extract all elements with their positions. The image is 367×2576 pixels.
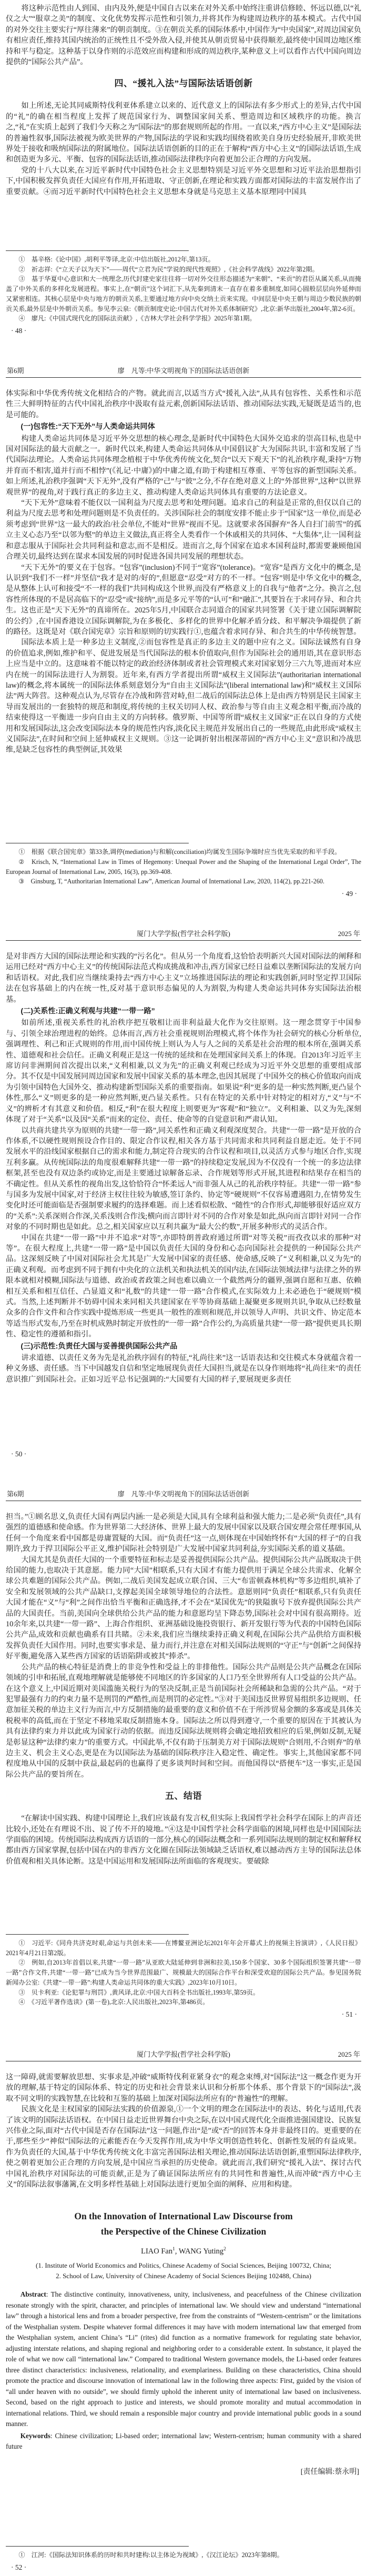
footnote: ① 江河:《国际法知识体系的历时和共时建构:以主体论为视域》,《汉江论坛》2023年第8期。 [18, 2551, 283, 2559]
issue-label: 第6期 [7, 1490, 24, 1498]
page-number: · 52 · [11, 2563, 27, 2571]
abstract-label: Abstract [20, 2290, 46, 2299]
author-1-affiliation-mark: 1 [172, 2247, 175, 2252]
footnote: ② 例如,自2013年首倡以来,共建“一带一路”从亚欧大陆延伸到非洲和拉美,150多个国家、30多个国际组织签署共建“一带一路”合作文件,共建“一带一路”已成为当今世界范围最广、规模最大的国际合作平台和深受欢迎的国际公共产品。参见国务院新闻办公室:《共建“一带一路”:构建人类命运共同体的重大实践》,2023年10月10日。 [6, 1959, 361, 1986]
affiliation-line2: 2. School of Law, University of Chinese Academy of Social Sciences Beijing 102488, China) [56, 2271, 311, 2280]
footnote: ③ Ginsburg, T, “Authoritarian International Law”, American Journal of International Law, 2020, 114(2), pp.221-260. [18, 878, 325, 886]
page-49 [0, 365, 367, 928]
footnote-divider [6, 1934, 189, 1935]
footnote: ③ 基于华夏中心意识和大一统理念,历代封建史家往往将一切对外交往形态描述为“来朝”、“来贡”的君臣从属关系,从而掩盖了中外关系的多样化发展进程。事实上,在“朝贡”这个词汇下,从先秦到清末一直存在着多重制度,如同心圆般层层向外延伸而又紧密相连。其核心层是中央与地方的朝贡关系,主要通过地方向中央交纳土贡来实现。中间层是中央王朝与周边少数民族的朝贡关系,最外层是中外朝贡关系。参见李云泉:《朝贡制度史论:中国古代对外关系体制研究》,北京:新华出版社,2004年,第2-6页。 [6, 275, 361, 313]
page-number: · 50 · [11, 1450, 27, 1458]
affiliations [6, 2260, 361, 2281]
body-paragraph: “在解读中国实践、构建中国理论上,我们应该最有发言权,但实际上我国哲学社会科学在国际上的声音还比较小,还处在有理说不出、说了传不开的境地。”④这是中国哲学社会科学面临的困境,同样也是中国国际法学面临的困境。传统国际法构成西方话语的一部分,核心的国际法概念和一系列国际法规则的制定权和解释权都由西方国家掌握,包括中国在内的非西方文化圈在国际法领域缺乏话语权,难以撼动西方主导的国际法总体价值观和相关具体论断。这是中国运用和发展国际法所面临的客观现实。要破除 [6, 1814, 361, 1866]
english-title-line2: the Perspective of the Chinese Civilization [100, 2226, 267, 2237]
english-title [6, 2209, 361, 2239]
abstract [6, 2289, 361, 2430]
footnote: ① 习近平:《同舟共济克时艰,命运与共创未来——在博鳌亚洲论坛2021年年会开幕式上的视频主旨演讲》,《人民日报》2021年4月21日第2版。 [6, 1939, 361, 1957]
page-48 [0, 0, 367, 365]
year-label: 2025 年 [338, 930, 360, 938]
subsection-heading-2: (二)关系性:正确义利观与共建“一带一路” [21, 1007, 155, 1016]
body-paragraph: 公共产品的核心特征是消费上的非竞争性和受益上的非排他性。国际公共产品则是公共产品概念在国际领域的引申和拓展,直观地理解就是能够使不同地区的许多国家的人口乃至全世界所有人口受益的公共产品。在这个意义上,中国近期对美国滥施关税行为的坚决反制,正是当前国际社会所稀缺和急需的公共产品。“对于犯罪最强有力的约束力量不是刑罚的严酷性,而是刑罚的必定性。”③对于美国违反世界贸易组织多边规则、任意加征关税的单边主义行为而言,中方反制措施的最重要的意义和价值不在于所涉贸易金额的多寡或是具体关税税率的高低,而在于坚定不移地采取反制措施本身。国际法之所以得到遵守,一个重要的原因在于其被认为具有法律约束力并以此成为国家行动的依据。而违反国际法规则将会确定地招致相应的后果,例如反制,无疑是彰显这种“法律约束力”的重要方式。中国此举,不仅有助于压制美方对于国际法规则“合则用,不合则弃”的单边主义、机会主义心态,更是在为以国际法为基础的国际秩序注入稳定性、确定性。事实上,其他国家都不同程度地从中国的反制中获益,最起码的也赢得了更多谈判时间和空间。而他国得以“搭便车”这一事实,正是国际公共产品的要旨所在。 [6, 1663, 361, 1779]
page-header [6, 2048, 361, 2061]
abstract-text: : The distinctive continuity, innovativeness, unity, inclusiveness, and peacefulness of the Chinese civilization resonate strongly with the spirit, character, and principles of international law. We should view and understand “international law” through a historical lens and from a broader perspective, free from the constraints of “Western-centrism” or the limitations of the Westphalian system. Despite whatever formal differences it may have with modern international law that emerged from the Westphalian system, ancient China’s “Li” (rites) did function as a normative framework for regulating state behavior, adjusting interstate relations, and shaping regional and neighboring order to a considerable extent. In substance, it played the role of what we now call “international law.” Compared to traditional Western governance models, the Li-based order features three distinct characteristics: inclusiveness, relationality, and exemplariness. Building on these characteristics, China should promote the practice and discourse innovation of international law in the following three aspects: First, guided by the vision of “all under heaven with no outside”, we should firmly uphold the inherent unity of international law based on inclusiveness. Second, based on the right approach to justice and interests, we should promote morality and mutual accommodation in international relations. Third, we should remain a responsible major country and provide international public goods in a sound manner. [6, 2290, 361, 2428]
page-spacer [6, 2477, 361, 2541]
footnote: ③ 贝卡利亚:《论犯罪与刑罚》,黄风译,北京:中国大百科全书出版社,1993年,第59页。 [18, 1988, 260, 1996]
body-paragraph: “天下无外”的要义在于包容。“包容”(inclusion)不同于“宽容”(tolerance)。“宽容”是西方文化中的概念,是认识到“我们不一样”并坚信“我才是对的/好的”,但愿意“忍受”对方的不一样。“包容”则是中华文化中的概念,是从整体上认可和接受“不一样的我们”共同构成这个世界,而没有严格意义上的自我与“他者”之分。换言之,包容性所体现的不是居高临下的“忍受”或“接纳”,而是多元平等的“认可”和“融汇”,其要旨在于求同存异、和合共生。这也正是“天下无外”的真谛所在。2025年5月,中国联合志同道合的国家共同签署《关于建立国际调解院的公约》,在中国香港设立国际调解院,为在多极化、多样化的世界中化解矛盾分歧、和平解决争端提供了新的路径。这既是对《联合国宪章》宗旨和原则的切实践行①,也蕴含着求同存异、和合共生的中华传统智慧。 [6, 563, 361, 636]
issue-label: 第6期 [7, 367, 24, 375]
author-1: LIAO Fan [141, 2247, 173, 2256]
english-title-line1: On the Innovation of International Law Discourse from [74, 2211, 293, 2222]
footnote: ② 祈志祥:《“立天子以为天下”——周代“立君为民”学说的现代性观照》,《社会科学战线》2022年第2期。 [18, 265, 319, 273]
body-paragraph: 以共商共建共享为原则的共建“一带一路”,同关系性和正确义利观深度契合。共建“一带一路”是开放的合作体系,不以硬性规则预设合作目的、限定合作议程,相关各方基于共同需求和共同利益自愿走近。处于不同发展水平的沿线国家根据自己的需求和能力,制定符合现实的合作议程和项目,以灵活方式参与地区合作,实现互利多赢。从传统国际法的角度很难解释共建“一带一路”的持续稳定发展,因为不仅没有一个统一的多边法律框架,甚至也没有双边条约或协定,而是主要通过谅解备忘录、合作规划等形式开展,其进程和结果存在相当的不确定性。但从关系性的视角出发,这恰恰符合“怀柔远人”而非强人从己的礼治秩序特征。共建“一带一路”参与国多为发展中国家,对于经济主权往往较为敏感,签订条约、协定等“硬规则”不仅容易遭遇阻力,在情势发生变化时还可能面临是否强制要求履约的选择难题。而上述看似松散、“随性”的合作形式,却能够很好适应双方的“关系”:关系深则合作深,关系浅则合作浅;横向而言即针对不同的合作对象是如此,纵向而言即针对同一合作对象的不同时期也是如此。总之,相关国家应以互利共赢为“最大公约数”,开展多种形式的灵活合作。 [6, 1126, 361, 1232]
page-number: · 51 · [341, 2010, 357, 2018]
body-paragraph: 这一障碍,就需要解放思想、实事求是,冲破“威斯特伐利亚紧身衣”的观念束缚,对“国际法”这一概念作更为开放的理解,基于特定的国际体系、特定的历史和社会背景来认识和分析那个体系、那个背景下的“国际法”,汲取不同文明的实践智慧,在比较和互鉴的基础上加深对国际法所应有的“普遍性”的理解。 [6, 2073, 361, 2103]
page-spacer [6, 756, 361, 838]
section-heading-five: 五、结语 [165, 1791, 202, 1802]
author-separator: , [175, 2247, 179, 2256]
body-paragraph: “天下无外”意味着不能仅以一国利益为尺度去思考和处理问题。追求自己的利益是正常的,但仅以自己的利益为尺度去思考和处理问题则是不负责任的。关涉国际社会的制度安排不能止步于“国家”这一单位,而是必须考虑到“世界”这一最大的政治/社会单位,不能对“世界”视而不见。这就要求各国摒弃“各人自扫门前雪”的孤立主义心态乃至“以邻为壑”的单边主义做法,真正将全人类看作一个休戚相关的共同体、“大集体”,让一国利益和意志服从于国际社会共同利益和意志,而不是相反。进而言之,每个国家在追求本国利益时,都需要兼顾他国合理关切,最终达到在谋求本国发展的同时促进各国共同发展的理想状态。 [6, 499, 361, 561]
body-paragraph: 国际法本质上是一种多边主义制度,②而包容性是真正的多边主义的题中应有之义。国际法诚然有自身的价值追求,例如,维护和平、促进发展是当代国际法的根本价值取向,但作为国际社会的通用语,其在意识形态上应当是中立的。这意味着不能以特定的政治经济体制或者社会管理模式来对国家划分三六九等,进而对本应内在统一的国际法进行人为割裂。近年来,有西方学者提出所谓“威权主义国际法”(authoritarian international law)的概念,将本属统一的国际法体系刻意划分为“自由主义国际法”(liberal international law)和“威权主义国际法”两大阵营。这种观点认为,尽管存在冷战和阵营对峙,但二战后的国际法总体上是由西方特别是民主国家主导而发展出的一套独特的规范和制度,将传统的主权关切同人权、政治参与等自由主义观念相平衡,而冷战的结束使得这一平衡进一步向自由主义的方向转移。俄罗斯、中国等所谓“威权主义国家”正在以自身的方式使用和发展国际法,这会改变国际法本身的规范性内容,淡化民主规范并发展出自己的一些规范,由此形成“威权主义国际法”,在时间和空间上延伸威权主义规则。③这一论调折射出根深蒂固的“西方中心主义”意识和冷战思维,是缺乏包容性的典型例证,其效果 [6, 638, 361, 754]
author-2-affiliation-mark: 2 [223, 2247, 226, 2252]
page-number: · 49 · [341, 890, 357, 898]
body-paragraph: 是对非西方大国的国际法理论和实践的“污名化”。但从另一个角度看,这恰恰表明新兴大国对国际法的阐释和运用已经对“西方中心主义”的传统国际法范式构成挑战和冲击,西方国家已经日益难以垄断国际法的发展方向和话语权。对此,我们应当继续秉持去“西方中心主义”立场推进国际法的理论和实践创新,同时坚定捍卫国际法在包容基础上的内在统一性,反对基于意识形态偏见的人为割裂,为构建人类命运共同体夯实国际法治根基。 [6, 952, 361, 1004]
keywords [6, 2431, 361, 2452]
body-paragraph: 讲求道德、以责任义务为先是礼治秩序固有的特征,“礼尚往来”这一话语表达和交往模式本身就蕴含着一种义务感、责任感。当下中国越发自信和坚定地展现负责任大国担当,就是在以身作则地将“礼尚往来”的责任意识推广到国际社会。正如习近平总书记强调的:“大国要有大国的样子,要展现更多责任 [6, 1354, 361, 1384]
section-heading-four: 四、“援礼入法”与国际法话语创新 [114, 78, 253, 89]
page-spacer [6, 197, 361, 245]
english-authors [6, 2247, 361, 2256]
keywords-text: : Chinese civilization; Li-based order; international law; Western-centrism; human community with a shared future [6, 2431, 361, 2451]
body-paragraph: 如前所述,重视关系性的礼治秩序把互敬相让而非利益最大化作为交往原则。这一理念贯穿于中国参与、引领全球治理进程的始终。总体而言,西方社会重视规则治理模式,将个体作为社会研究的核心分析单位,强调理性、利己和正式规则的作用,而中国传统上则认为人与人之间的关系是社会治理的根本所在,强调关系性、道德观和社会信任。正确义利观正是这一传统的延续和在处理国家间关系上的体现。自2013年习近平主席访问非洲期间首次提出以来,“义利相兼,以义为先”的正确义利观已经成为习近平外交思想的重要组成部分。其不仅是中国发展同周边国家和发展中国家关系的基本理念,也因其展现了中国外交的核心价值取向而成为引领中国特色大国外交、推动构建新型国际关系的重要指南。如果说“利”更多的是一种实然判断,更凸显个体性,那么“义”则更多的是一种应然判断,更凸显关系性。只有在特定的关系中针对特定的相对方,“义”与“不义”的辨析才有其意义和价值。相反,“利”在很大程度上则要更为“客观”和“独立”。义利相兼、以义为先,深刻体现了对于“关系”以及因“关系”而来的定位、责任、使命等的自觉意识和严肃认知。 [6, 1019, 361, 1124]
footnote: ④ 廖凡:《中国式现代化的国际法贡献》,《吉林大学社会科学学报》2025年第1期。 [18, 315, 256, 323]
affiliation-line1: (1. Institute of World Economics and Politics, Chinese Academy of Social Sciences, Beijing 100732, China; [36, 2261, 331, 2270]
subsection-heading-1: (一)包容性:“天下无外”与人类命运共同体 [21, 422, 155, 431]
running-title: 廖 凡等:中华文明视角下的国际法话语创新 [117, 1490, 250, 1498]
body-paragraph: 将这种示范性由人到国、由内及外,便是中国自古以来在对外关系中始终注重讲信修睦、怀远以德,以“礼仪之大”“服章之美”的制度、文化优势发挥示范性和引领力,并将其作为构建周边秩序的基本模式。古代中国的对外交往主要实行“厚往薄来”的朝贡制度。③在朝贡关系的国际体系中,中国作为“中央国家”,对周边国家负有相应责任,维持其国内统治的正统性且不受外敌入侵,并使其从朝贡贸易中获得顺差,最终使中国周边地区维持和平与稳定。这种基于以身作则的示范效应而构建和形成的周边秩序,某种意义上可以看作古代中国向周边提供的“国际公共产品”。 [6, 4, 361, 67]
footnote: ① 基辛格:《论中国》,胡利平等译,北京:中信出版社,2012年,第13页。 [18, 256, 215, 264]
journal-name: 厦门大学学报(哲学社会科学版) [137, 2050, 230, 2058]
page-header [6, 928, 361, 941]
page-header [6, 1488, 361, 1501]
footnote: ④ 《习近平著作选读》(第一卷),北京:人民出版社,2023年,第486页。 [18, 1998, 209, 2006]
footnote: ① 根据《联合国宪章》第33条,调停(mediation)与和解(conciliation)均属发生国际争端时应当优先采取的和平手段。 [18, 848, 341, 856]
running-title: 廖 凡等:中华文明视角下的国际法话语创新 [117, 367, 250, 375]
page-51 [0, 1488, 367, 2048]
body-paragraph: 体实际和中华优秀传统文化相结合的产物。就此而言,以适当方式“援礼入法”,从具有包容性、关系性和示范性三大鲜明特征的古代中国礼治秩序中汲取有益元素,创新国际法话语、推动国际法实践,无疑既是适当的,也是可能的。 [6, 389, 361, 419]
body-paragraph: 构建人类命运共同体是习近平外交思想的核心理念,是新时代中国特色大国外交追求的崇高目标,也是中国对国际法的最大贡献之一。新时代以来,构建人类命运共同体从中国倡议扩大为国际共识,丰富和发展了当代国际法理论。人类命运共同体理念植根于中华优秀传统文化,契合“以天下观天下”的礼治秩序观,秉持“万物并育而不相害,道并行而不相悖”(《礼记·中庸》)的中庸之道,有助于构建相互尊重、平等包容的新型国际关系。如上所述,礼治秩序强调“天下无外”,没有严格的“己”与“彼”之分,不存在绝对意义上的“外部世界”,这种“以世界观世界”的视角,对于践行真正的多边主义、推动构建人类命运共同体具有重要的方法论意义。 [6, 434, 361, 497]
footnote-divider [6, 2546, 189, 2547]
page-spacer [6, 1867, 361, 1929]
editor-note: [责任编辑:蔡永明] [300, 2468, 359, 2476]
journal-name: 厦门大学学报(哲学社会科学版) [137, 930, 230, 938]
subsection-heading-3: (三)示范性:负责任大国与妥善提供国际公共产品 [21, 1342, 178, 1351]
body-paragraph: 党的十八大以来,在习近平新时代中国特色社会主义思想特别是习近平外交思想和习近平法治思想指引下,中国积极发挥负责任大国应有作用,开拓进取、守正创新,在理论和实践方面都对国际法的丰富发展作出了重要贡献。④而习近平新时代中国特色社会主义思想本身就是马克思主义基本原理同中国具 [6, 166, 361, 196]
body-paragraph: 民族文化是主权国家的国际法实践的价值源泉,①一个文明的理念在国际法中的表达、转化与适用,代表了该文明的国际法话语权。在中国日益走近世界舞台中央之际,在以中国式现代化全面推进强国建设、民族复兴伟业之际,面对“古代中国是否存在国际法”这一问题,作出“是”或“否”的回答本身并非最终目的。更重要的在于,那些至少“神似”国际法的元素能否在今天发挥作用,成为中华文明创造性转化、创新性发展的有益成果。作为负责任的大国,基于中华优秀传统文化丰富完善国际法相关理论,推动国际法话语创新,重塑国际法律秩序,使之朝着更加公正合理的方向发展,是中国应当承担的历史使命。就此而言,我们研究“援礼入法”、探讨古代中国礼治秩序对国际法的可能贡献,正是为了确证国际法所应有的共同性和普遍性,从而冲破“西方中心主义”的国际法叙事藩篱,在文明多样性基础上对国际法进行更加全面的阐释、应用和构建。 [6, 2105, 361, 2189]
body-paragraph: 担当。”①顾名思义,负责任大国有两层内涵:一是必须是大国,具有全球利益和强大能力;二是必须“负责任”,具有强烈的道德感和使命感。作为世界第二大经济体、世界上最大的发展中国家以及联合国安理会常任理事国,从任何一个角度来看中国都是毋庸置疑的大国。而“负责任”这一点,则体现在中国始终怀有“大国的样子”的自我期许,致力于捍卫国际公平正义,维护国际社会特别是广大发展中国家共同利益,夯实国际关系的道义基础。 [6, 1513, 361, 1554]
page-52 [0, 2048, 367, 2576]
body-paragraph: 大国尤其是负责任大国的一个重要特征和标志是妥善提供国际公共产品。提供国际公共产品既取决于供给国的能力,也取决于其意愿。能力同“大国”相联系,只有大国才有能力提供用于满足全球公共需求、化解全球公共难题的国际公共产品。例如,二战后美国发起成立联合国、三大“布雷顿森林机构”等多边组织,填补了安全和发展领域的公共产品缺口,支撑起美国全球领导地位的合法性。意愿则同“负责任”相联系,只有负责任大国才能在“义”与“利”之间作出恰当平衡和正确选择,才不会在“某国优先”的狭隘旗号下放弃提供国际公共产品的大国责任。当前,美国向全球供给公共产品的能力和意愿均呈下降态势,国际社会对中国有很高期待。近10余年来,以共建“一带一路”、上海合作组织、亚洲基础设施投资银行、新开发银行等为代表的中国特色国际公共产品,成效和贡献也确系有目共睹。②未来,我们应当继续秉持正确义利观,在国际公共产品供给方面积极发挥负责任大国作用。同时,也要实事求是、量力而行,并注意在对相关国际法规则的“守正”与“创新”之间保持好平衡,避免落入某些西方国家的话语陷阱或被其“捧杀”。 [6, 1555, 361, 1661]
body-paragraph: 中国在共建“一带一路”中并不追求“对等”,亦即特朗普政府通过所谓“对等关税”而孜孜以求的那种“对等”。在很大程度上,共建“一带一路”是中国以负责任大国的身份和心态向国际社会提供的一种国际公共产品。这深刻反映了中国对国际社会尤其是广大发展中国家的责任感、使命感,反映了“义利相兼,以义为先”的正确义利观。而考虑到不同于拥有中央化的立法机关和执法机关的国内法,在国际法领域法律与法律之外的界限本就相对模糊,国际法与道德、政治或者政策之间也难以确立一个截然两分的疆界,强调自愿和互惠、依赖相互关系和相互信任、凸显道义和“礼数”的共建“一带一路”合作模式,在实际效力上未必逊色于“硬规则”模式。当然,上述判断并不妨碍中国未来同相关共建国家在平等协商基础上凝聚更多规则共识,争取从已经数量众多的合作文件和合作实践中提炼形成一些更具一般性的准则和规范,并以领导人声明、共识文件、协定范本等适当形式发布,乃至在时机成熟时制定开放性的“一带一路”合作公约,为高质量共建“一带一路”提供更具长期性、稳定性的遵循和指引。 [6, 1233, 361, 1339]
footnote: ② Krisch, N, “International Law in Times of Hegemony: Unequal Power and the Shaping of the International Legal Order”, The European Journal of International Law, 2005, 16(3), pp.369-408. [6, 858, 361, 876]
page-number: · 48 · [11, 327, 27, 335]
keywords-label: Keywords [20, 2431, 50, 2440]
page-50 [0, 928, 367, 1488]
page-spacer [6, 1385, 361, 1447]
body-paragraph: 如上所述,无论其同威斯特伐利亚体系建立以来的、近代意义上的国际法有多少形式上的差异,古代中国的“礼”的确在相当程度上发挥了规范国家行为、调整国家间关系、塑造周边和区域秩序的功能。换言之,“礼”在实质上起到了我们今天称之为“国际法”的那套规则所起的作用。一直以来,“西方中心主义”是国际法的普遍性叙事,国际法被视为欧美世界的产物,国际法的学说和实践均围绕着欧美自身历史经验展开,非欧美世界处于接收和吸纳国际法的附属地位。国际法话语创新的目的正在于解构“西方中心主义”的国际法话语,生成和创造更为多元、平衡、包容的国际法话语,推动国际法律秩序向着更加公正合理的方向发展。 [6, 102, 361, 164]
page-header [6, 365, 361, 378]
year-label: 2025 年 [338, 2050, 360, 2058]
author-2: WANG Yuting [178, 2247, 224, 2256]
footnote-divider [6, 250, 189, 251]
